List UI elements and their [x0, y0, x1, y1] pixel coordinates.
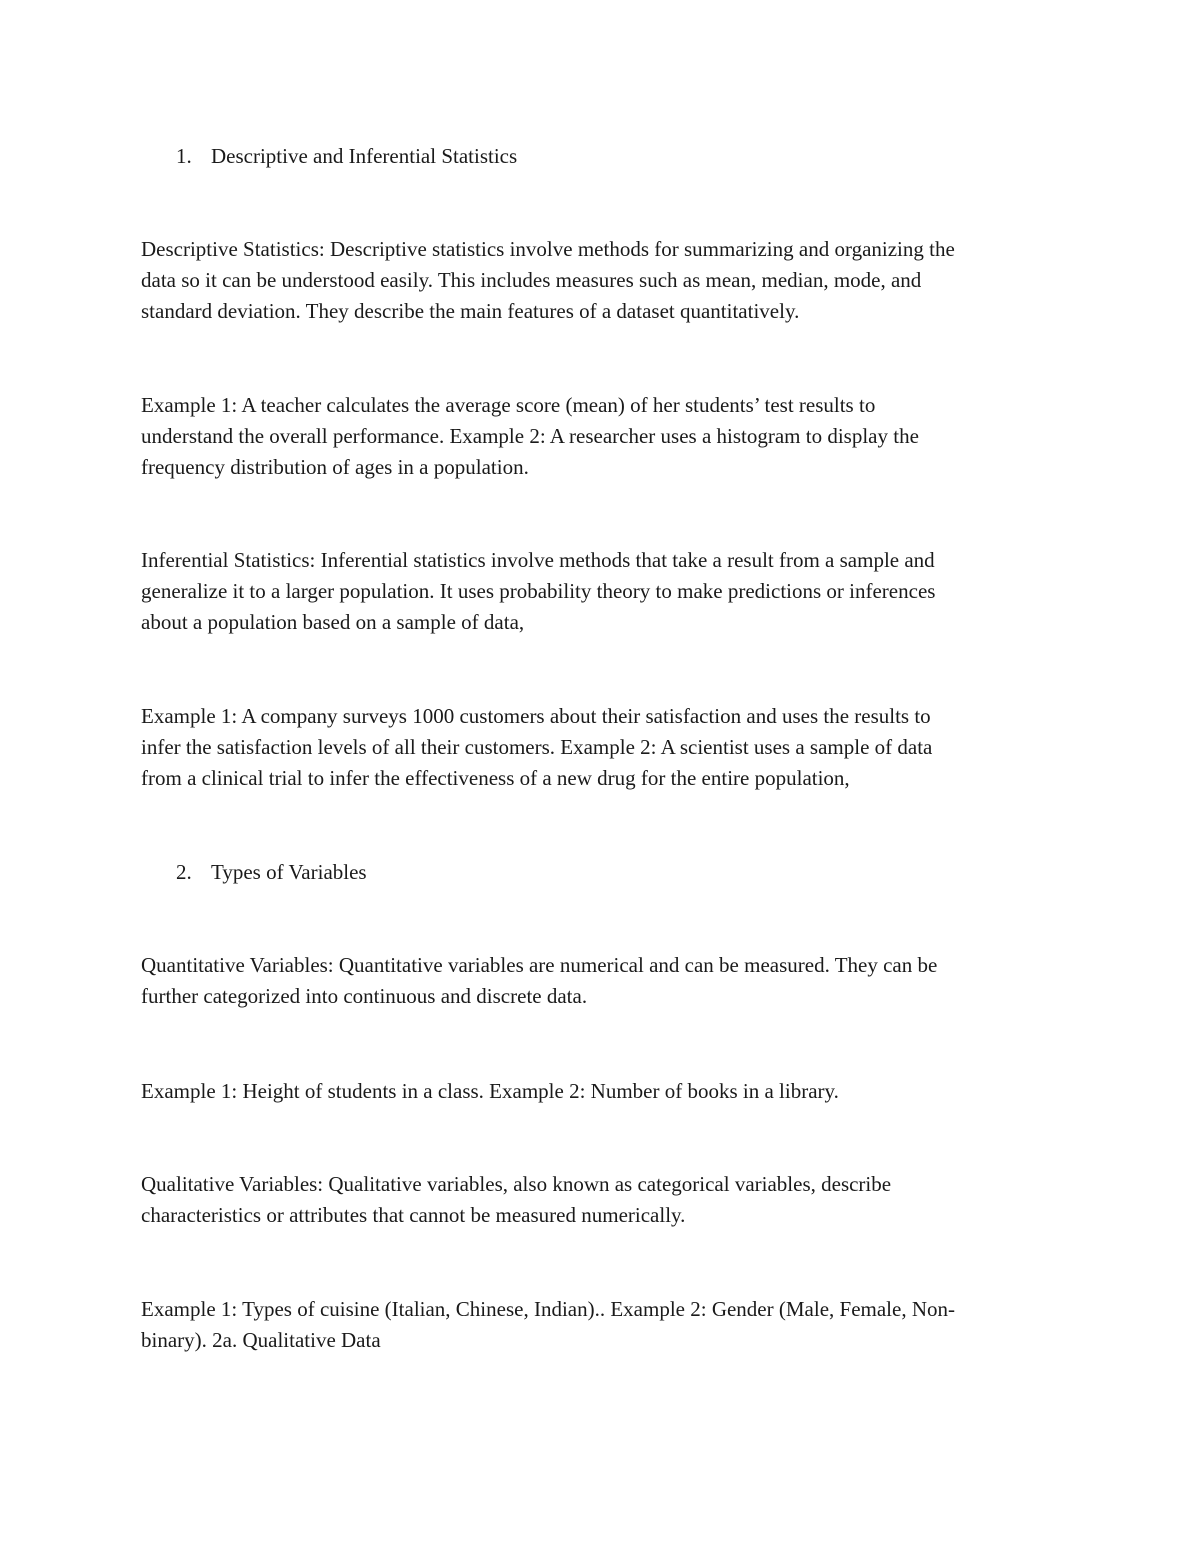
section-2-number: 2.	[176, 860, 192, 884]
text-line: generalize it to a larger population. It uses probability theory to make predictions or inferences	[141, 579, 936, 603]
section-2-heading	[176, 857, 367, 888]
section-1-number: 1.	[176, 144, 192, 168]
text-line: from a clinical trial to infer the effectiveness of a new drug for the entire population,	[141, 766, 850, 790]
text-line: characteristics or attributes that cannot be measured numerically.	[141, 1203, 686, 1227]
inferential-statistics-paragraph	[141, 545, 1066, 638]
text-line: further categorized into continuous and discrete data.	[141, 984, 588, 1008]
section-2-title: Types of Variables	[211, 860, 367, 884]
text-line: about a population based on a sample of data,	[141, 610, 525, 634]
text-line: Example 1: A teacher calculates the average score (mean) of her students’ test results to	[141, 393, 876, 417]
text-line: binary). 2a. Qualitative Data	[141, 1328, 381, 1352]
text-line: Example 1: A company surveys 1000 customers about their satisfaction and uses the results to	[141, 704, 931, 728]
text-line: frequency distribution of ages in a population.	[141, 455, 529, 479]
qualitative-variables-paragraph	[141, 1169, 1066, 1231]
descriptive-examples-paragraph	[141, 390, 1066, 483]
text-line: understand the overall performance. Example 2: A researcher uses a histogram to display the	[141, 424, 919, 448]
text-line: standard deviation. They describe the main features of a dataset quantitatively.	[141, 299, 800, 323]
inferential-examples-paragraph	[141, 701, 1066, 794]
text-line: Qualitative Variables: Qualitative variables, also known as categorical variables, describe	[141, 1172, 892, 1196]
text-line: Descriptive Statistics: Descriptive statistics involve methods for summarizing and organizing the	[141, 237, 955, 261]
text-line: Example 1: Height of students in a class. Example 2: Number of books in a library.	[141, 1079, 839, 1103]
descriptive-statistics-paragraph	[141, 234, 1066, 327]
text-line: Quantitative Variables: Quantitative variables are numerical and can be measured. They can be	[141, 953, 938, 977]
section-1-title: Descriptive and Inferential Statistics	[211, 144, 518, 168]
text-line: data so it can be understood easily. This includes measures such as mean, median, mode, and	[141, 268, 922, 292]
section-1-heading	[176, 141, 517, 172]
quantitative-variables-paragraph	[141, 950, 1066, 1012]
quantitative-examples-paragraph	[141, 1076, 1066, 1107]
text-line: Example 1: Types of cuisine (Italian, Chinese, Indian).. Example 2: Gender (Male, Female, Non-	[141, 1297, 955, 1321]
qualitative-examples-paragraph	[141, 1294, 1066, 1356]
text-line: infer the satisfaction levels of all their customers. Example 2: A scientist uses a sample of data	[141, 735, 933, 759]
text-line: Inferential Statistics: Inferential statistics involve methods that take a result from a sample and	[141, 548, 935, 572]
